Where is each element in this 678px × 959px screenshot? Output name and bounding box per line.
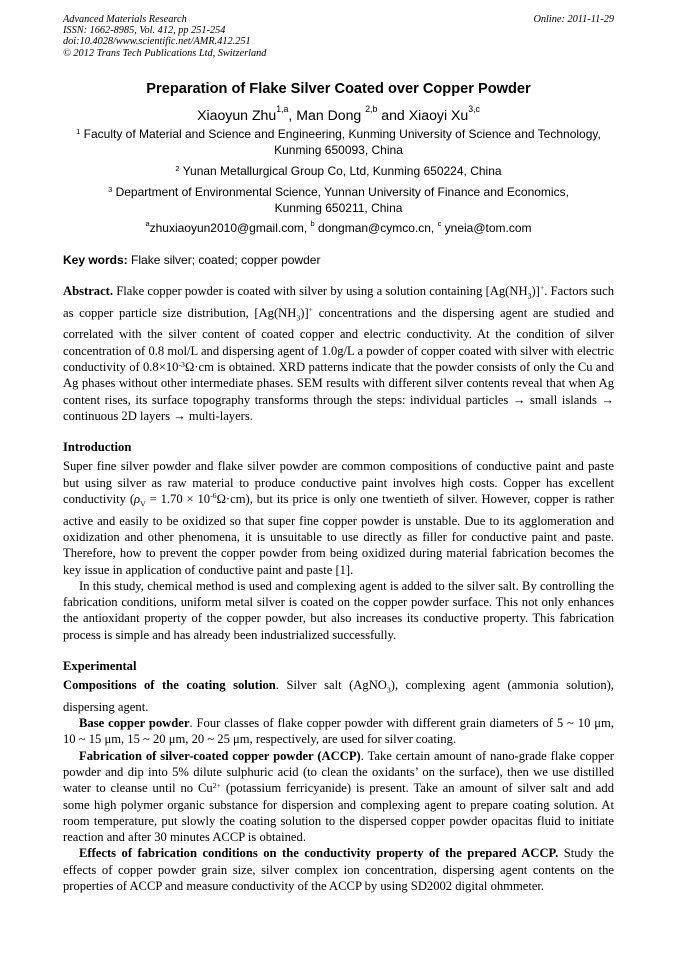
subscript: 3 xyxy=(296,313,301,323)
section-heading-introduction: Introduction xyxy=(63,440,132,455)
affiliation-text: Kunming 650093, China xyxy=(274,142,403,157)
affiliation-1 xyxy=(63,126,614,158)
affiliation-number: 1 xyxy=(76,126,81,136)
body-text: Ω·cm), but its price is only one twentieth of silver. However, copper is rather active and easily to be oxidized so that super fine copper powder is unstable. Due to its agglomeration and oxidization and other phenomena, it is unsuitable to use directly as filler for conductive paint and paste. Therefore, how to prevent the copper powder from being oxidized during material fabrication becomes the key issue in application of conductive paint and paste [1]. xyxy=(63,491,614,577)
email-sep: , xyxy=(303,220,311,235)
superscript: 2+ xyxy=(212,780,221,790)
issn-line: ISSN: 1662-8985, Vol. 412, pp 251-254 xyxy=(63,25,226,37)
email-sep: , xyxy=(430,220,438,235)
author-sup: 1,a xyxy=(276,104,289,115)
abstract-text: Flake copper powder is coated with silver by using a solution containing [Ag(NH xyxy=(113,283,528,298)
copyright-line: © 2012 Trans Tech Publications Ltd, Switzerland xyxy=(63,47,267,59)
keywords-label: Key words: xyxy=(63,252,128,267)
journal-header xyxy=(63,14,614,59)
abstract-text: )] xyxy=(531,283,540,298)
journal-name: Advanced Materials Research xyxy=(63,14,187,25)
run-in-heading: Compositions of the coating solution xyxy=(63,678,276,692)
superscript: + xyxy=(308,305,314,315)
exp-paragraph-composition xyxy=(63,677,614,715)
abstract-text: )] xyxy=(300,305,309,320)
subscript: 3 xyxy=(527,291,532,301)
subscript: V xyxy=(140,499,146,509)
email-link[interactable]: dongman@cymco.cn xyxy=(318,220,431,235)
paper-title: Preparation of Flake Silver Coated over Copper Powder xyxy=(146,80,531,97)
affiliation-text: Department of Environmental Science, Yunnan University of Finance and Economics, xyxy=(115,184,569,199)
author-name: Xiaoyun Zhu xyxy=(197,106,277,123)
affiliation-number: 2 xyxy=(175,163,180,173)
paper-page xyxy=(63,14,614,894)
author-sup: 2,b xyxy=(365,104,378,115)
superscript: -6 xyxy=(210,491,217,501)
abstract-paragraph xyxy=(63,283,614,424)
rho-symbol: ρ xyxy=(134,491,141,506)
affiliation-3 xyxy=(63,184,614,216)
exp-paragraph-base-powder xyxy=(63,715,614,748)
body-text: (potassium ferricyanide) is present. Take an amount of silver salt and add some high polymer organic substance for dispersion and complexing agent to prepare coating solution. At room temperature, put slowly the coating solution to the dispersed copper powder opacitas fluid to initiate reaction and after 30 minutes ACCP is obtained. xyxy=(63,781,614,845)
superscript: + xyxy=(539,283,545,293)
exp-paragraph-effects xyxy=(63,845,614,894)
keywords xyxy=(63,253,614,267)
affiliation-number: 3 xyxy=(108,184,113,194)
affiliation-2 xyxy=(63,163,614,179)
body-text: ), complexing agent (ammonia solution), dispersing agent. xyxy=(63,678,614,714)
affiliation-text: Yunan Metallurgical Group Co, Ltd, Kunming 650224, China xyxy=(182,163,502,178)
author-name: Xiaoyi Xu xyxy=(408,106,469,123)
author-name: Man Dong xyxy=(296,106,366,123)
exp-paragraph-fabrication xyxy=(63,748,614,846)
email-link[interactable]: zhuxiaoyun2010@gmail.com xyxy=(149,220,304,235)
abstract-text: Ω·cm is obtained. XRD patterns indicate that the powder consists of only the Cu and Ag phases without other intermediate phases. SEM results with different silver contents reveal that when Ag content rises, its surface topography transforms through the steps: individual particles → small islands → continuous 2D layers → multi-layers. xyxy=(63,360,614,423)
email-sup: c xyxy=(437,218,442,228)
intro-paragraph-1 xyxy=(63,458,614,578)
abstract-label: Abstract. xyxy=(63,283,114,298)
author-sep: and xyxy=(377,106,409,123)
subscript: 3 xyxy=(386,685,391,695)
affiliation-text: Faculty of Material and Science and Engineering, Kunming University of Science and Technology, xyxy=(83,126,601,141)
abstract-text: concentrations and the dispersing agent are studied and correlated with the silver content of coated copper and electric conductivity. At the condition of silver concentration of 0.8 mol/L and dispersing agent of 1.0g/L a powder of copper coated with silver with electric conductivity of 0.8×10 xyxy=(63,305,614,375)
email-link[interactable]: yneia@tom.com xyxy=(444,220,532,235)
author-sep: , xyxy=(288,106,297,123)
run-in-heading: Effects of fabrication conditions on the conductivity property of the prepared ACCP. xyxy=(79,846,559,861)
keywords-text: Flake silver; coated; copper powder xyxy=(127,252,321,267)
run-in-heading: Fabrication of silver-coated copper powder (ACCP) xyxy=(79,748,361,763)
body-text: . Silver salt (AgNO xyxy=(275,678,387,692)
doi-line[interactable]: doi:10.4028/www.scientific.net/AMR.412.251 xyxy=(63,36,251,48)
email-sup: a xyxy=(145,218,150,228)
author-list xyxy=(63,104,614,123)
body-text: Super fine silver powder and flake silver powder are common compositions of conductive paint and paste but using silver as raw material to produce conductive paint involves high costs. Copper has excellent conductivity ( xyxy=(63,459,614,506)
intro-paragraph-2: In this study, chemical method is used and complexing agent is added to the silver salt. By controlling the fabrication conditions, uniform metal silver is coated on the copper powder surface. This not only enhances the antioxidant property of the copper powder, but also increases its conductive property. This fabrication process is simple and has already been industrialized successfully. xyxy=(63,578,614,642)
body-text: Study the effects of copper powder grain size, silver complex ion concentration, dispersing agent contents on the properties of ACCP and measure conductivity of the ACCP by using SD2002 digital ohmmeter. xyxy=(63,846,614,894)
body-text: . Four classes of flake copper powder with different grain diameters of 5 ~ 10 μm, 10 ~ 15 μm, 15 ~ 20 μm, 20 ~ 25 μm, respectively, are used for silver coating. xyxy=(63,716,614,747)
author-sup: 3,c xyxy=(468,104,480,115)
online-date: Online: 2011-11-29 xyxy=(533,14,614,25)
abstract-text: . Factors such as copper particle size distribution, [Ag(NH xyxy=(63,283,614,320)
email-sup: b xyxy=(310,218,315,228)
run-in-heading: Base copper powder xyxy=(79,716,190,731)
section-heading-experimental: Experimental xyxy=(63,659,137,673)
affiliation-text: Kunming 650211, China xyxy=(274,200,403,215)
body-text: . Take certain amount of nano-grade flake copper powder and dip into 5% dilute sulphuric acid (to clean the oxidants’ on the surface), then we use distilled water to cleanse until no Cu xyxy=(63,748,614,796)
email-list xyxy=(63,218,614,235)
superscript: -3 xyxy=(178,359,185,369)
body-text: = 1.70 × 10 xyxy=(145,491,211,506)
